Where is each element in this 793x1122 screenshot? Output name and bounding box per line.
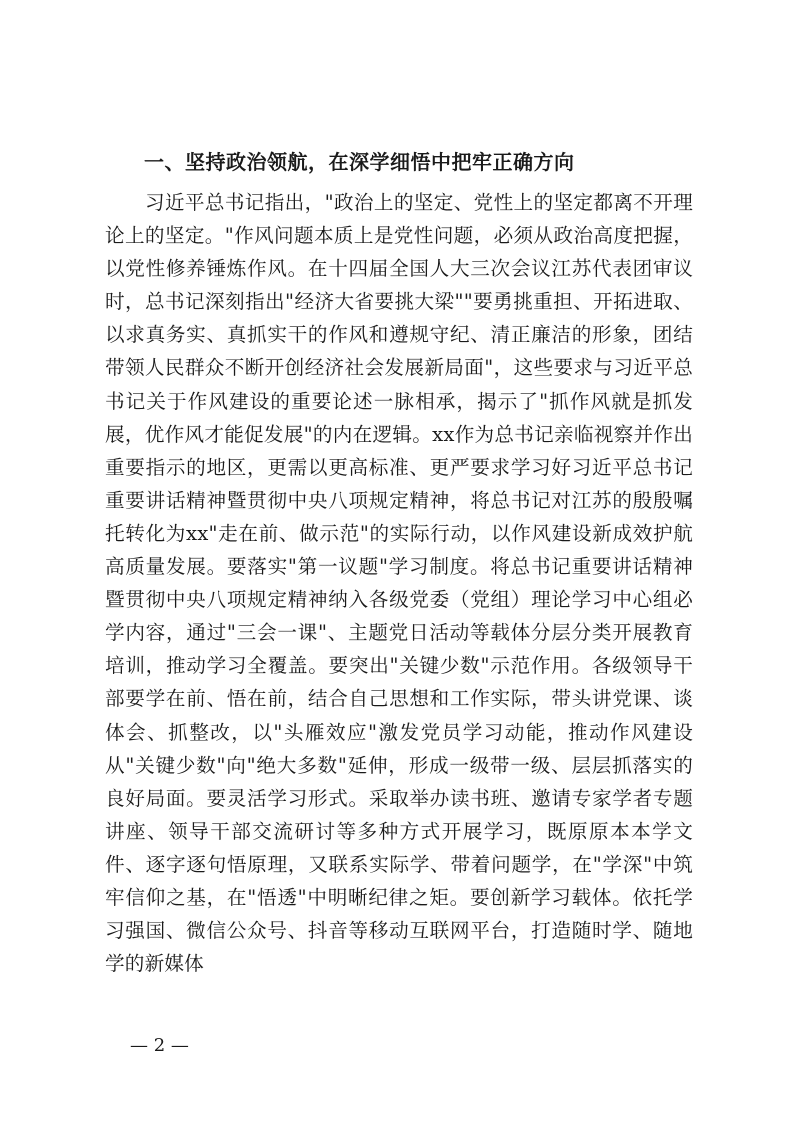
body-paragraph: 习近平总书记指出，"政治上的坚定、党性上的坚定都离不开理论上的坚定。"作风问题本质上是党性问题，必须从政治高度把握，以党性修养锤炼作风。在十四届全国人大三次会议江苏代表团审议时，总书记深刻指出"经济大省要挑大梁""要勇挑重担、开拓进取、以求真务实、真抓实干的作风和遵规守纪、清正廉洁的形象，团结带领人民群众不断开创经济社会发展新局面"，这些要求与习近平总书记关于作风建设的重要论述一脉相承，揭示了"抓作风就是抓发展，优作风才能促发展"的内在逻辑。xx作为总书记亲临视察并作出重要指示的地区，更需以更高标准、更严要求学习好习近平总书记重要讲话精神暨贯彻中央八项规定精神，将总书记对江苏的殷殷嘱托转化为xx"走在前、做示范"的实际行动，以作风建设新成效护航高质量发展。要落实"第一议题"学习制度。将总书记重要讲话精神暨贯彻中央八项规定精神纳入各级党委（党组）理论学习中心组必学内容，通过"三会一课"、主题党日活动等载体分层分类开展教育培训，推动学习全覆盖。要突出"关键少数"示范作用。各级领导干部要学在前、悟在前，结合自己思想和工作实际，带头讲党课、谈体会、抓整改，以"头雁效应"激发党员学习动能，推动作风建设从"关键少数"向"绝大多数"延伸，形成一级带一级、层层抓落实的良好局面。要灵活学习形式。采取举办读书班、邀请专家学者专题讲座、领导干部交流研讨等多种方式开展学习，既原原本本学文件、逐字逐句悟原理，又联系实际学、带着问题学，在"学深"中筑牢信仰之基，在"悟透"中明晰纪律之矩。要创新学习载体。依托学习强国、微信公众号、抖音等移动互联网平台，打造随时学、随地学的新媒体 xyxy=(105,191,693,976)
section-heading: 一、坚持政治领航，在深学细悟中把牢正确方向 xyxy=(144,150,575,174)
page-number: — 2 — xyxy=(130,1035,189,1056)
